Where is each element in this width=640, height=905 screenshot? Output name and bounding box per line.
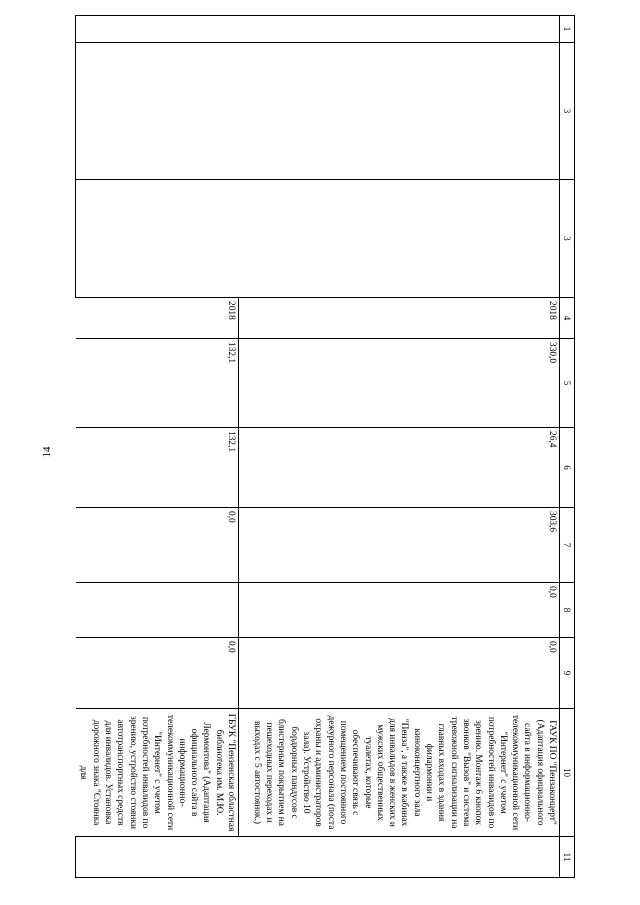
header-cell: 3 xyxy=(560,180,575,298)
year-cell: 2018 xyxy=(239,298,560,339)
header-cell: 9 xyxy=(560,638,575,709)
total-cell: 330,0 xyxy=(239,339,560,428)
header-cell: 8 xyxy=(560,583,575,638)
value-cell: 0,0 xyxy=(76,508,239,583)
value-cell: 303,6 xyxy=(239,508,560,583)
header-cell: 6 xyxy=(560,428,575,508)
description-cell: ГАУК ПО "Пензаконцерт" (Адаптация официального сайта в информационно-телекоммуникационной сети "Интернет" с учетом потребностей инвалидов по зрению. Монтаж 6 кнопок звонков "Вызов" и система тревожной сигнализации на главных входах в здания филармонии и киноконцертного зала "Пенза", а также в кабинах для инвалидов в женских и мужских общественных туалетах, которые обеспечивают связь с помещением постоянного дежурного персонала (поста охраны и администраторов зала). Устройство 10 бордюрных пандусов с блистерным покрытием на пешеходных переходах и выходах с 5 автостоянок.) xyxy=(239,709,560,837)
header-cell: 10 xyxy=(560,709,575,837)
table-cell-empty xyxy=(76,43,560,180)
value-cell: 0,0 xyxy=(239,638,560,709)
description-cell: ГБУК "Пензенская областная библиотека им. М.Ю. Лермонтова" (Адаптация официального сайта в информационно-телекоммуникационной сети "Интернет" с учетом потребностей инвалидов по зрению, устройство стоянки автотранспортных средств для инвалидов. Установка дорожного знака "Стоянка для xyxy=(76,709,239,837)
header-cell: 5 xyxy=(560,339,575,428)
header-row xyxy=(560,16,575,878)
header-cell: 1 xyxy=(560,16,575,43)
table-cell-empty xyxy=(76,837,560,878)
header-cell: 4 xyxy=(560,298,575,339)
page-number: 14 xyxy=(41,446,53,458)
header-cell: 7 xyxy=(560,508,575,583)
total-cell: 132,1 xyxy=(76,339,239,428)
value-cell: 0,0 xyxy=(76,638,239,709)
year-cell: 2018 xyxy=(76,298,239,339)
value-cell: 132,1 xyxy=(76,428,239,508)
table-cell-empty xyxy=(76,16,560,43)
value-cell: 26,4 xyxy=(239,428,560,508)
table-row xyxy=(239,16,560,878)
rotated-table-page xyxy=(67,15,575,877)
header-cell: 11 xyxy=(560,837,575,878)
header-cell: 3 xyxy=(560,43,575,180)
value-cell xyxy=(76,583,239,638)
table-cell-empty xyxy=(76,180,560,298)
value-cell: 0,0 xyxy=(239,583,560,638)
budget-table xyxy=(76,15,576,878)
